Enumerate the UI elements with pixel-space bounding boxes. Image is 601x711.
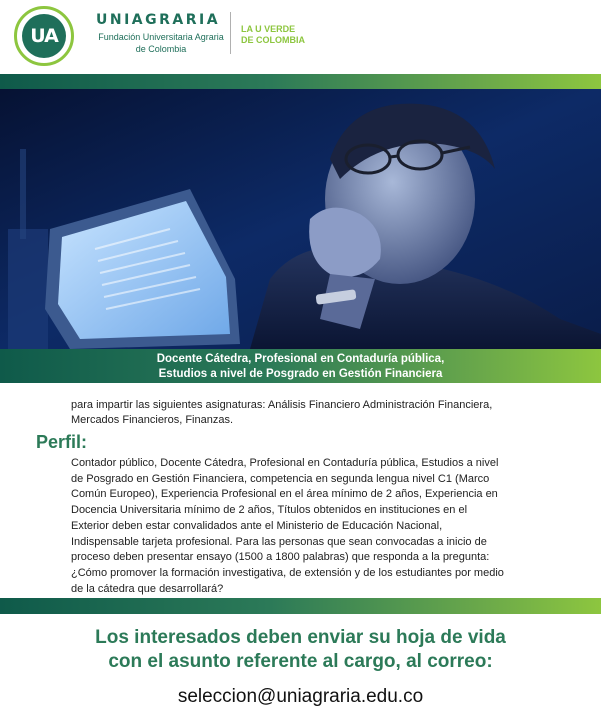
perfil-description xyxy=(71,456,566,597)
position-caption xyxy=(0,349,601,383)
uniagraria-logo xyxy=(14,6,74,66)
perfil-line: de la cátedra que desarrollará? xyxy=(71,582,224,595)
perfil-heading: Perfil: xyxy=(36,432,88,452)
perfil-line: Indispensable tarjeta profesional. Para las personas que sean convocadas a inicio de xyxy=(71,535,487,548)
hero-photo xyxy=(0,89,601,349)
cta-line2: con el asunto referente al cargo, al correo: xyxy=(108,651,493,672)
perfil-line: proceso deben presentar ensayo (1500 a 1800 palabras) que responda a la pregunta: xyxy=(71,551,490,564)
top-green-band xyxy=(0,74,601,89)
header xyxy=(0,0,601,74)
brand-subtitle-line1: Fundación Universitaria Agraria xyxy=(98,32,224,42)
caption-line1: Docente Cátedra, Profesional en Contaduría pública, xyxy=(156,353,445,365)
bottom-green-band xyxy=(0,598,601,614)
perfil-line: Común Europeo), Experiencia Profesional en el área mínimo de 2 años, Experiencia en xyxy=(71,488,498,501)
perfil-line: Exterior deben estar convalidados ante el Ministerio de Educación Nacional, xyxy=(71,519,443,532)
perfil-line: ¿Cómo promover la formación investigativa, de extensión y de los estudiantes por medio xyxy=(71,566,504,579)
caption-line2: Estudios a nivel de Posgrado en Gestión Financiera xyxy=(158,368,443,380)
header-divider xyxy=(230,12,231,54)
perfil-line: Contador público, Docente Cátedra, Profesional en Contaduría pública, Estudios a nivel xyxy=(71,457,499,469)
slogan-line2: DE COLOMBIA xyxy=(241,35,305,45)
cta-line1: Los interesados deben enviar su hoja de vida xyxy=(95,627,506,648)
slogan-line1: LA U VERDE xyxy=(241,24,296,34)
man-at-computer-illustration xyxy=(0,89,601,349)
subjects-paragraph xyxy=(71,398,571,428)
intro-line: Mercados Financieros, Finanzas. xyxy=(71,414,234,426)
logo-initials: UA xyxy=(22,14,66,58)
brand-subtitle-line2: de Colombia xyxy=(135,44,187,54)
brand-name: UNIAGRARIA xyxy=(96,12,221,28)
perfil-line: Docencia Universitaria mínimo de 2 años, Títulos obtenidos en instituciones en el xyxy=(71,504,468,517)
intro-line: para impartir las siguientes asignaturas: Análisis Financiero Administración Financiera, xyxy=(71,399,493,411)
perfil-line: de Posgrado en Gestión Financiera, competencia en segunda lengua nivel C1 (Marco xyxy=(71,472,490,485)
call-to-action xyxy=(0,626,601,674)
contact-email[interactable]: seleccion@uniagraria.edu.co xyxy=(177,686,424,707)
